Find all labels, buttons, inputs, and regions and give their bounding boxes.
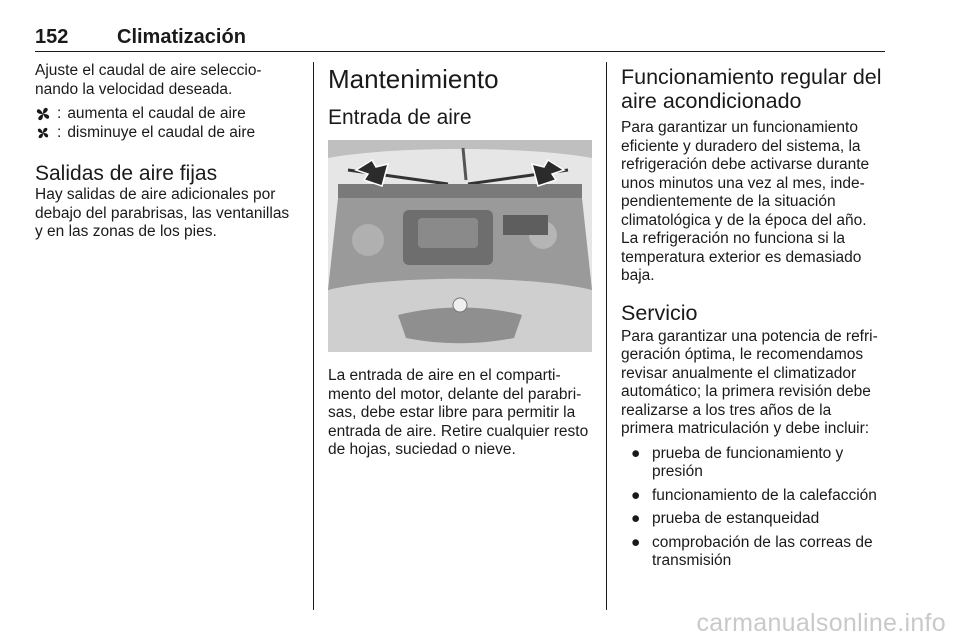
section-title-fixed-vents: Salidas de aire fijas bbox=[35, 162, 218, 185]
ac-para-line: climatológica y de la época del año. bbox=[621, 211, 867, 229]
fan-row-colon: : bbox=[57, 124, 62, 141]
service-para-line: realizarse a los tres años de la bbox=[621, 401, 832, 419]
list-item bbox=[621, 445, 887, 482]
caption-line-4: entrada de aire. Retire cualquier resto bbox=[328, 422, 589, 440]
column-1 bbox=[35, 62, 303, 242]
list-item-line-2: presión bbox=[652, 463, 703, 480]
service-para-line: geración óptima, le recomendamos bbox=[621, 346, 864, 363]
fixed-vents-line-3: y en las zonas de los pies. bbox=[35, 223, 217, 240]
air-intake-subtitle: Entrada de aire bbox=[328, 106, 472, 129]
service-para-line: Para garantizar una potencia de refri- bbox=[621, 327, 878, 345]
page-number: 152 bbox=[35, 26, 69, 48]
list-item-line-1: comprobación de las correas de bbox=[652, 533, 873, 551]
caption-line-1: La entrada de aire en el comparti- bbox=[328, 367, 561, 384]
column-2 bbox=[328, 62, 593, 460]
list-item bbox=[621, 534, 887, 571]
fan-decrease-text: disminuye el caudal de aire bbox=[67, 124, 256, 141]
chapter-title: Climatización bbox=[117, 26, 246, 48]
ac-para-line: pendientemente de la situación bbox=[621, 193, 836, 210]
fan-row-colon: : bbox=[57, 105, 62, 122]
maintenance-title: Mantenimiento bbox=[328, 64, 499, 94]
fixed-vents-line-2: debajo del parabrisas, las ventanillas bbox=[35, 204, 290, 222]
ac-para-line: eficiente y duradero del sistema, la bbox=[621, 137, 861, 155]
ac-para-line: refrigeración debe activarse durante bbox=[621, 156, 870, 173]
engine-bay-photo bbox=[328, 140, 592, 352]
bullet-icon: ● bbox=[631, 533, 641, 551]
service-para-line: automático; la primera revisión debe bbox=[621, 383, 871, 400]
column-3 bbox=[621, 62, 887, 576]
fan-row-decrease bbox=[35, 123, 303, 142]
ac-para-line: unos minutos una vez al mes, inde- bbox=[621, 174, 865, 192]
intro-line-2: nando la velocidad deseada. bbox=[35, 80, 233, 98]
service-title: Servicio bbox=[621, 300, 698, 325]
bullet-icon: ● bbox=[631, 486, 641, 504]
ac-title-line-2: aire acondicionado bbox=[621, 89, 802, 113]
column-divider-1 bbox=[313, 62, 314, 610]
fan-increase-icon bbox=[35, 106, 51, 122]
bullet-icon: ● bbox=[631, 510, 641, 527]
list-item bbox=[621, 510, 887, 529]
ac-para-line: Para garantizar un funcionamiento bbox=[621, 119, 858, 136]
service-checklist bbox=[621, 445, 887, 571]
fan-decrease-icon bbox=[35, 125, 51, 141]
ac-title-line-1: Funcionamiento regular del bbox=[621, 65, 882, 89]
bullet-icon: ● bbox=[631, 444, 641, 462]
column-divider-2 bbox=[606, 62, 607, 610]
ac-para-line: La refrigeración no funciona si la bbox=[621, 230, 846, 247]
list-item-line-1: prueba de funcionamiento y bbox=[652, 444, 844, 462]
header-rule bbox=[35, 51, 885, 52]
caption-line-5: de hojas, suciedad o nieve. bbox=[328, 441, 516, 458]
ac-para-line: baja. bbox=[621, 267, 655, 284]
list-item-line-1: funcionamiento de la calefacción bbox=[652, 486, 877, 504]
service-para-line: revisar anualmente el climatizador bbox=[621, 364, 857, 382]
fan-increase-text: aumenta el caudal de aire bbox=[67, 105, 246, 122]
list-item-line-2: transmisión bbox=[652, 552, 732, 569]
fan-row-increase bbox=[35, 104, 303, 123]
list-item bbox=[621, 487, 887, 506]
intro-line-1: Ajuste el caudal de aire seleccio- bbox=[35, 62, 262, 79]
ac-para-line: temperatura exterior es demasiado bbox=[621, 248, 862, 266]
caption-line-3: sas, debe estar libre para permitir la bbox=[328, 404, 576, 421]
fixed-vents-line-1: Hay salidas de aire adicionales por bbox=[35, 186, 276, 203]
list-item-line-1: prueba de estanqueidad bbox=[652, 510, 820, 527]
service-para-line: primera matriculación y debe incluir: bbox=[621, 420, 870, 437]
page-header bbox=[35, 26, 885, 52]
caption-line-2: mento del motor, delante del parabri- bbox=[328, 385, 582, 403]
watermark: carmanualsonline.info bbox=[696, 609, 946, 637]
